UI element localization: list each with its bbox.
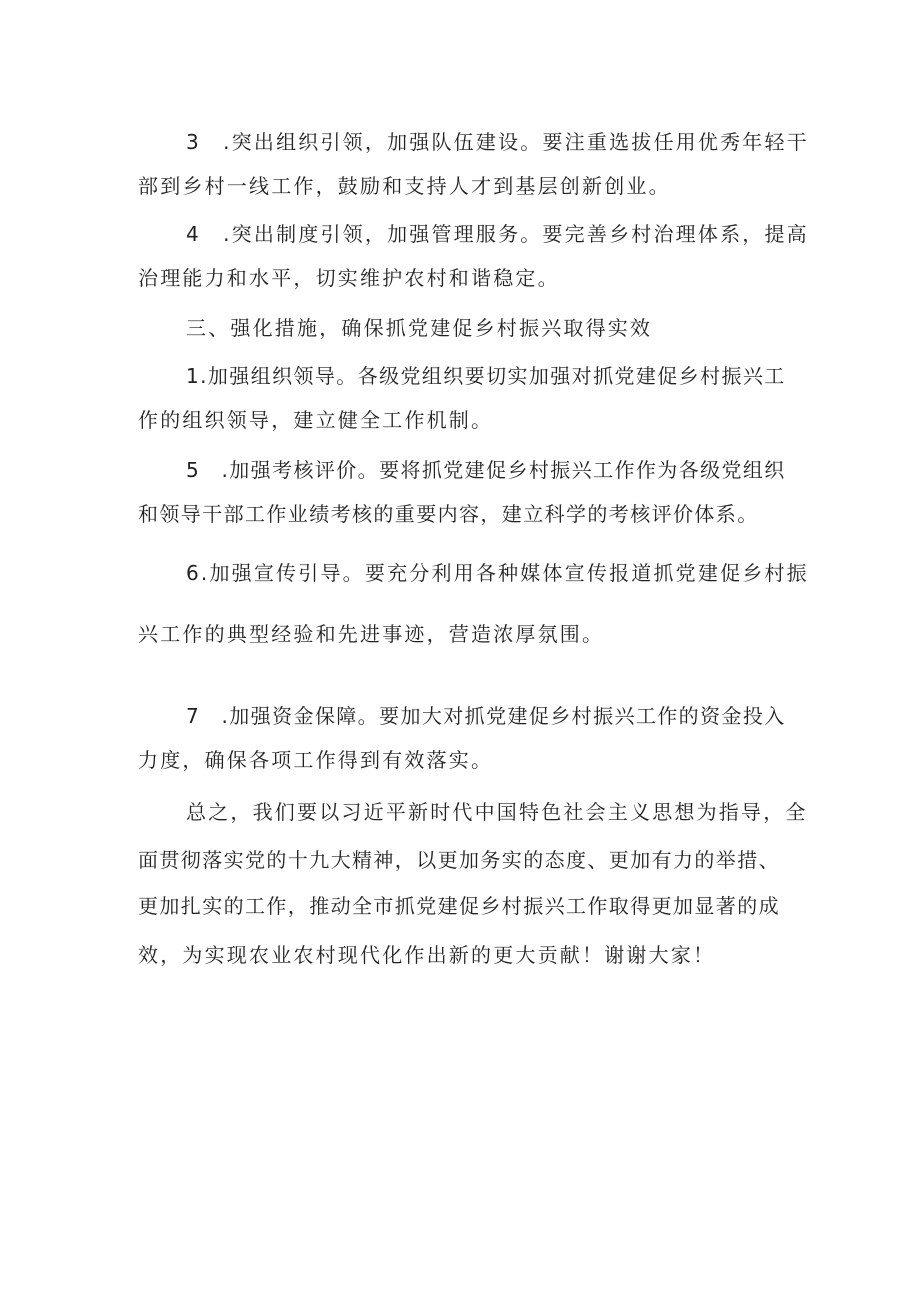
paragraph-line: 作的组织领导，建立健全工作机制。 [138, 408, 494, 432]
paragraph-line: 力度，确保各项工作得到有效落实。 [138, 748, 494, 772]
paragraph-line: 效，为实现农业农村现代化作出新的更大贡献！谢谢大家！ [138, 943, 716, 967]
paragraph-line: 1.加强组织领导。各级党组织要切实加强对抓党建促乡村振兴工 [186, 364, 786, 388]
paragraph-line: 4 .突出制度引领，加强管理服务。要完善乡村治理体系，提高 [186, 222, 809, 246]
paragraph-line: 7 .加强资金保障。要加大对抓党建促乡村振兴工作的资金投入 [186, 704, 786, 728]
paragraph-line: 更加扎实的工作，推动全市抓党建促乡村振兴工作取得更加显著的成 [138, 894, 780, 918]
paragraph-line: 兴工作的典型经验和先进事迹，营造浓厚氛围。 [138, 622, 605, 646]
paragraph-line: 面贯彻落实党的十九大精神，以更加务实的态度、更加有力的举措、 [138, 848, 780, 872]
paragraph-line: 6.加强宣传引导。要充分利用各种媒体宣传报道抓党建促乡村振 [186, 561, 809, 585]
paragraph-line: 总之，我们要以习近平新时代中国特色社会主义思想为指导，全 [186, 800, 808, 824]
paragraph-line: 3 .突出组织引领，加强队伍建设。要注重选拔任用优秀年轻干 [186, 130, 809, 154]
paragraph-line: 治理能力和水平，切实维护农村和谐稳定。 [138, 266, 560, 290]
paragraph-line: 5 .加强考核评价。要将抓党建促乡村振兴工作作为各级党组织 [186, 458, 786, 482]
section-heading-text: 三、强化措施，确保抓党建促乡村振兴取得实效 [186, 316, 653, 340]
paragraph-line: 和领导干部工作业绩考核的重要内容，建立科学的考核评价体系。 [138, 502, 759, 526]
paragraph-line: 部到乡村一线工作，鼓励和支持人才到基层创新创业。 [138, 174, 671, 198]
